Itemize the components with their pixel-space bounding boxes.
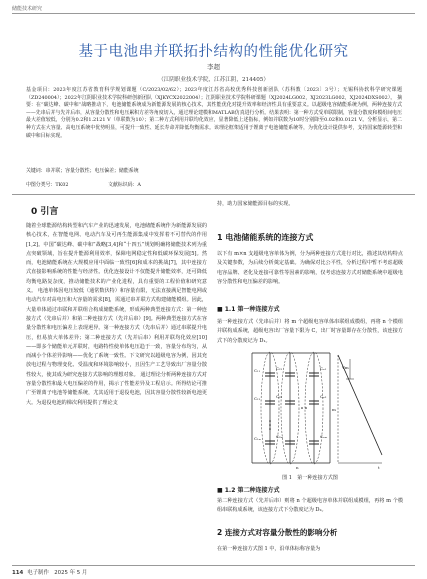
- figure-label: C₁₂: [254, 396, 261, 401]
- document-code: 文献标识码：A: [108, 182, 141, 188]
- clc-number: 中图分类号：TK02: [26, 182, 69, 188]
- figure-label: n: [296, 465, 299, 469]
- footer-rule: [12, 565, 415, 566]
- section-1-1-text: 第一种连接方式（先串后并）将 m 个超级电容单体串联组成模组，再将 n 个模组并联构成系统，超级电容出厂容量下限为 C，出厂时容量即存在分散性，该连接方式下的分散度记为 D₁。: [217, 319, 403, 344]
- figure-label: t: [378, 465, 380, 469]
- abstract-divider: [12, 194, 415, 195]
- classification: [26, 181, 402, 188]
- page-footer: [12, 568, 87, 576]
- figure-label: Cₙ₁: [320, 366, 327, 371]
- figure-1-caption: 图 1 第一种连接方式图: [282, 475, 338, 481]
- running-header: 储能技术研究: [12, 6, 43, 12]
- page-number: 114: [12, 570, 24, 576]
- section-2-text: 在第一种连接方式图 1 中，沿单体标称容量为: [217, 546, 321, 552]
- figure-label: C₂₁: [276, 366, 283, 371]
- section-2-heading: 2 连接方式对容量分散性的影响分析: [217, 528, 338, 537]
- intro-heading: 0 引言: [31, 207, 59, 217]
- intro-continued: 持，助力国家储能源目标的实现。: [217, 201, 294, 207]
- section-1-2-heading: ■ 1.2 第二种连接方式: [217, 487, 280, 494]
- author: 李超: [207, 63, 220, 71]
- header-rule: [12, 13, 415, 14]
- figure-label: C₁₁: [254, 368, 261, 373]
- paper-title: 基于电池串并联拓扑结构的性能优化研究: [78, 44, 349, 60]
- figure-label: Cₙₘ: [320, 434, 328, 439]
- section-1-2-text: 第二种连接方式（先并后串）则将 n 个超级电容单体并联组成模组，再将 m 个模组串联构成系统，该连接方式下分散度记为 D₂。: [217, 498, 403, 514]
- intro-text: 随着全球能源结构转型和汽车产业的迅速发展，电池储能系统作为新能源发展的核心技术，在智能电网、电动汽车及可再生能源集成中发挥着不可替代的作用[1,2]。中国“碳达峰、碳中和”战略[3,4]和“十四五”规划明确将储能技术列为重点突破领域，旨在提升能源利用效率，保障电网稳定性和低碳环保发展[5]。然而，电池储能系统在大规模应用中面临一致性[6]和成本的挑战[7]，其中连接方式直接影响系统的性能与经济性。优化连接设计不仅能提升储能效率，还可降低均衡电路复杂度，推动储能技术的产业化进程，具有重要的工程价值和研究意义。 电池单体因电压较低（通常数伏特）和容量有限，无法直接满足智能电网或电动汽车对高电压和大容量的需求[8]，需通过串并联方式构建储能模组。因此，大量单体通过串联和并联组合构成储能系统，形成两种典型连接方式：第一种连接方式（先串后并）和第二种连接方式（先并后串）[9]。两种典型连接方式在容量分散性和电压偏差上表现迥异。第一种连接方式（先串后并）通过串联提升电压，但易放大单体差异；第二种连接方式（先并后串）利用并联均化效应[10]——即多个储能单元并联时，电路特性使单体电压趋于一致，容量分布均匀，从而减小个体差异影响——优化了系统一致性。下文研究以超级电容为例，因其充放电过程与物理变化、受温度和环境影响较小，且因生产工艺导致出厂容量分散性较大，使其成为研究连接方式影响的理想对象。 通过理论分析两种连接方式对容量分散性和最大电压偏差的作用，揭示了性能差异及工程启示。所得结论可推广至锂离子电池等储能系统，尤其适用于退役电池，因其容量分散性较新电池更大。为退役电池的梯次利用提供了理论支: [26, 223, 207, 406]
- figure-label: Vm: [342, 365, 349, 370]
- affiliation: （江阴职业技术学院，江苏江阴，214405）: [158, 77, 269, 83]
- figure-label: Cₙ₂: [320, 394, 327, 399]
- keywords: 关键词：串并联；容量分散性；电压偏差；储能系统: [26, 168, 139, 174]
- figure-label: m: [332, 407, 336, 412]
- figure-1-diagram: [246, 345, 386, 469]
- section-1-heading: 1 电池储能系统的连接方式: [217, 233, 314, 242]
- journal-name: 电子制作 2025 年 5 月: [27, 570, 88, 576]
- figure-label: C₂ₘ: [276, 434, 284, 439]
- figure-label: C₁ₘ: [254, 436, 262, 441]
- figure-label: C₂₂: [276, 394, 283, 399]
- section-1-text: 以下有 m×n 支超级电容单体为例，分为两种连接方式进行对比，描述其结构特点及关键参数，为后续分析奠定基础。为确保对比公平性，分析过程中暂不考虑超级电容品牌、老化及连接可靠性等因素的影响，仅考虑连接方式对储能系统中超级电容分散性和电压偏差的影响。: [217, 251, 403, 285]
- section-1-1-heading: ■ 1.1 第一种连接方式: [217, 306, 280, 313]
- abstract-block: 基金项目：2023年度江苏省教育科学规划课题（C/2023/02/62）；2023年度江苏省高校优秀科技创新团队（苏科教〔2023〕3号）；无锡科协软科学研究课题（ZD240004）；2022年江阴职业技术学院科研创新团队（XJKYCX2022004）；江阴职业技术学院科研课题（XJ2024LG002，XJ2023LG002，XJ2024DXS002）。 摘要：在“碳达峰、碳中和”战略推动下，电池储能系统成为新能源发展的核心技术，其性能优化对提升效率和经济性具有重要意义。以超级电容储能系统为例，两种连接方式——先串后并与先并后串，从容量分散性和电压累积方差等角度切入，通过理论建模和MATLAB仿真进行分析。结果表明：第一种方式受单联限制，容量分散度和模组间电压最大差值较低，分别为0.2和1.2121 V（单联数为10）；第二种方式利用并联均化效应，显著降低上述指标，例如并联数为10时分别降至0.02和0.0121 V。分析显示，第二种方式在大容量、高电压系统中优势明显，可提升一致性、延长寿命并降低均衡需求。该理论框架适用于锂离子电池储能系统等，为优化设计提供参考，支持国家能源转型和碳中和目标实现。: [26, 87, 402, 139]
